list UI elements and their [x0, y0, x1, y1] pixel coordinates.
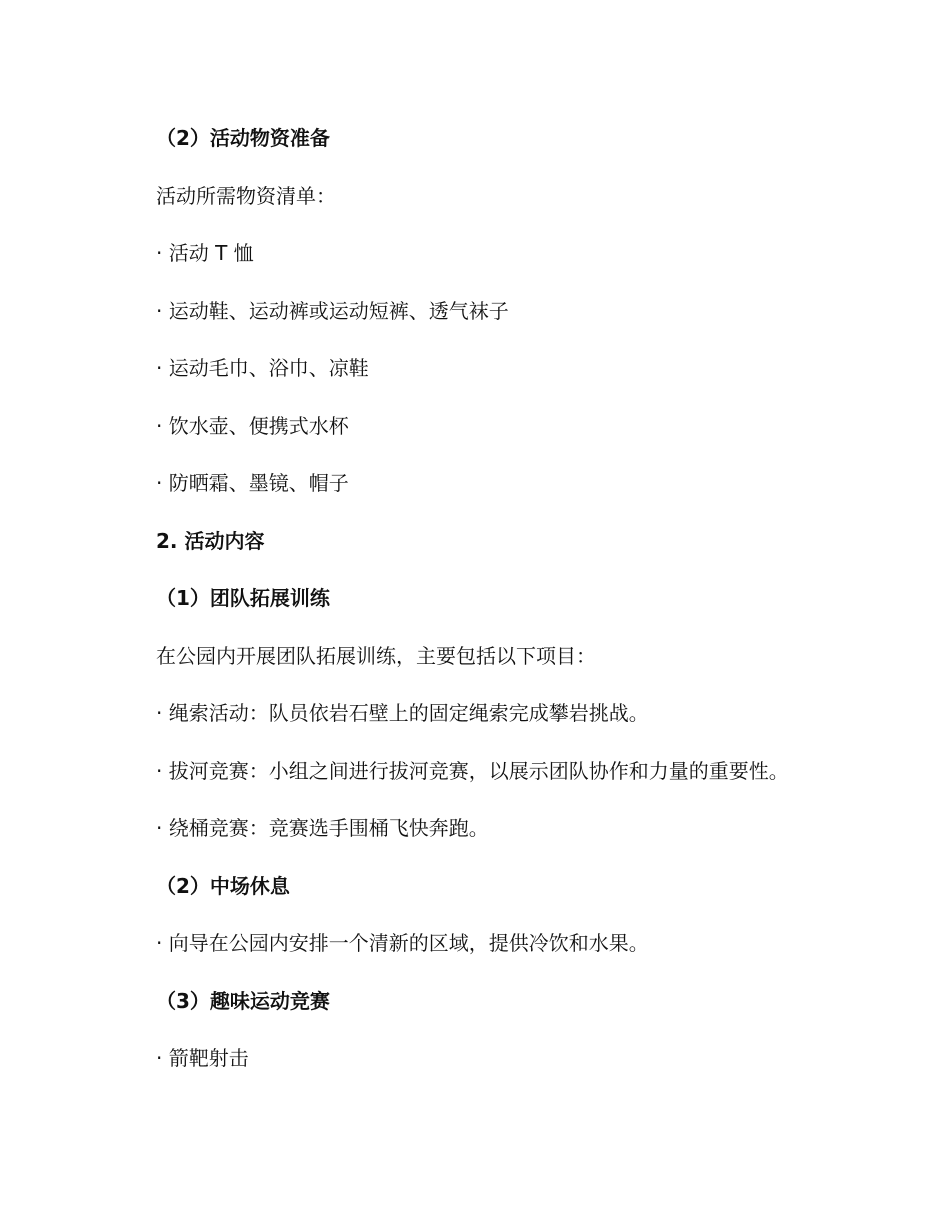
list-item: · 运动鞋、运动裤或运动短裤、透气袜子: [156, 298, 509, 323]
list-item: · 拔河竞赛：小组之间进行拔河竞赛，以展示团队协作和力量的重要性。: [156, 758, 789, 783]
list-item: · 运动毛巾、浴巾、凉鞋: [156, 356, 369, 380]
list-item: · 绳索活动：队员依岩石壁上的固定绳索完成攀岩挑战。: [156, 701, 649, 725]
subheading-team-training: （1）团队拓展训练: [156, 586, 330, 610]
subheading-break: （2）中场休息: [156, 873, 290, 898]
subheading-fun-sports: （3）趣味运动竞赛: [156, 988, 330, 1013]
list-item: · 活动 T 恤: [156, 241, 254, 265]
list-item: · 箭靶射击: [156, 1046, 249, 1070]
heading-activity-content: 2. 活动内容: [156, 528, 265, 553]
list-item: · 饮水壶、便携式水杯: [156, 413, 349, 438]
subheading-materials: （2）活动物资准备: [156, 126, 330, 150]
list-item: · 向导在公园内安排一个清新的区域，提供冷饮和水果。: [156, 931, 649, 955]
paragraph-training-intro: 在公园内开展团队拓展训练，主要包括以下项目：: [156, 643, 596, 668]
list-item: · 防晒霜、墨镜、帽子: [156, 471, 349, 495]
paragraph-materials-list-intro: 活动所需物资清单：: [156, 183, 336, 208]
list-item: · 绕桶竞赛：竞赛选手围桶飞快奔跑。: [156, 816, 489, 840]
